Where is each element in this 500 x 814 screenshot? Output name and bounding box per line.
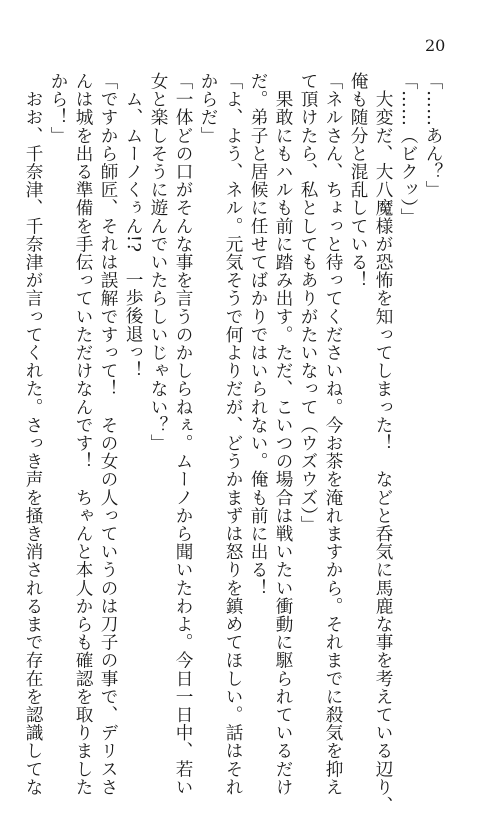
text-line: だ。弟子と居候に任せてばかりではいられない。俺も前に出る！ <box>248 72 268 597</box>
text-line: から！」 <box>48 72 68 145</box>
text-line: 大変だ、大八魔様が恐怖を知ってしまった！ などと呑気に馬鹿な事を考えている辺り、 <box>373 72 393 814</box>
text-line: 果敢にもハルも前に踏み出す。ただ、こいつの場合は戦いたい衝動に駆られているだけ <box>273 72 293 796</box>
text-line: 「よ、よう、ネル。元気そうで何よりだが、どうかまずは怒りを鎮めてほしい。話はそれ <box>223 72 243 796</box>
page-number: 20 <box>425 36 446 55</box>
text-line: からだ」 <box>198 72 218 145</box>
text-line: 女と楽しそうに遊んでいたらしいじゃない？」 <box>148 72 168 453</box>
text-line: ム、ムーノくぅん!? 一歩後退っ！ <box>123 72 143 380</box>
text-line: 「……あん？」 <box>423 72 443 199</box>
text-line: 「ネルさん、ちょっと待ってくださいね。今お茶を淹れますから。それまでに殺気を抑え <box>323 72 343 796</box>
text-line: 「……（ビクッ）」 <box>398 72 418 227</box>
text-line: て頂けたら、私としてもありがたいなって（ウズウズ）」 <box>298 72 318 534</box>
text-line: おお、千奈津、千奈津が言ってくれた。さっき声を掻き消されるまで存在を認識してな <box>23 72 43 796</box>
text-line: んは城を出る準備を手伝っていただけなんです！ ちゃんと本人からも確認を取りました <box>73 72 93 796</box>
body-text <box>23 72 445 814</box>
text-line: 「ですから師匠、それは誤解ですって！ その女の人っていうのは刀子の事で、デリスさ <box>98 72 118 796</box>
text-line: 「一体どの口がそんな事を言うのかしらねぇ。ムーノから聞いたわよ。今日一日中、若い <box>173 72 193 796</box>
text-line: 俺も随分と混乱している！ <box>348 72 368 290</box>
